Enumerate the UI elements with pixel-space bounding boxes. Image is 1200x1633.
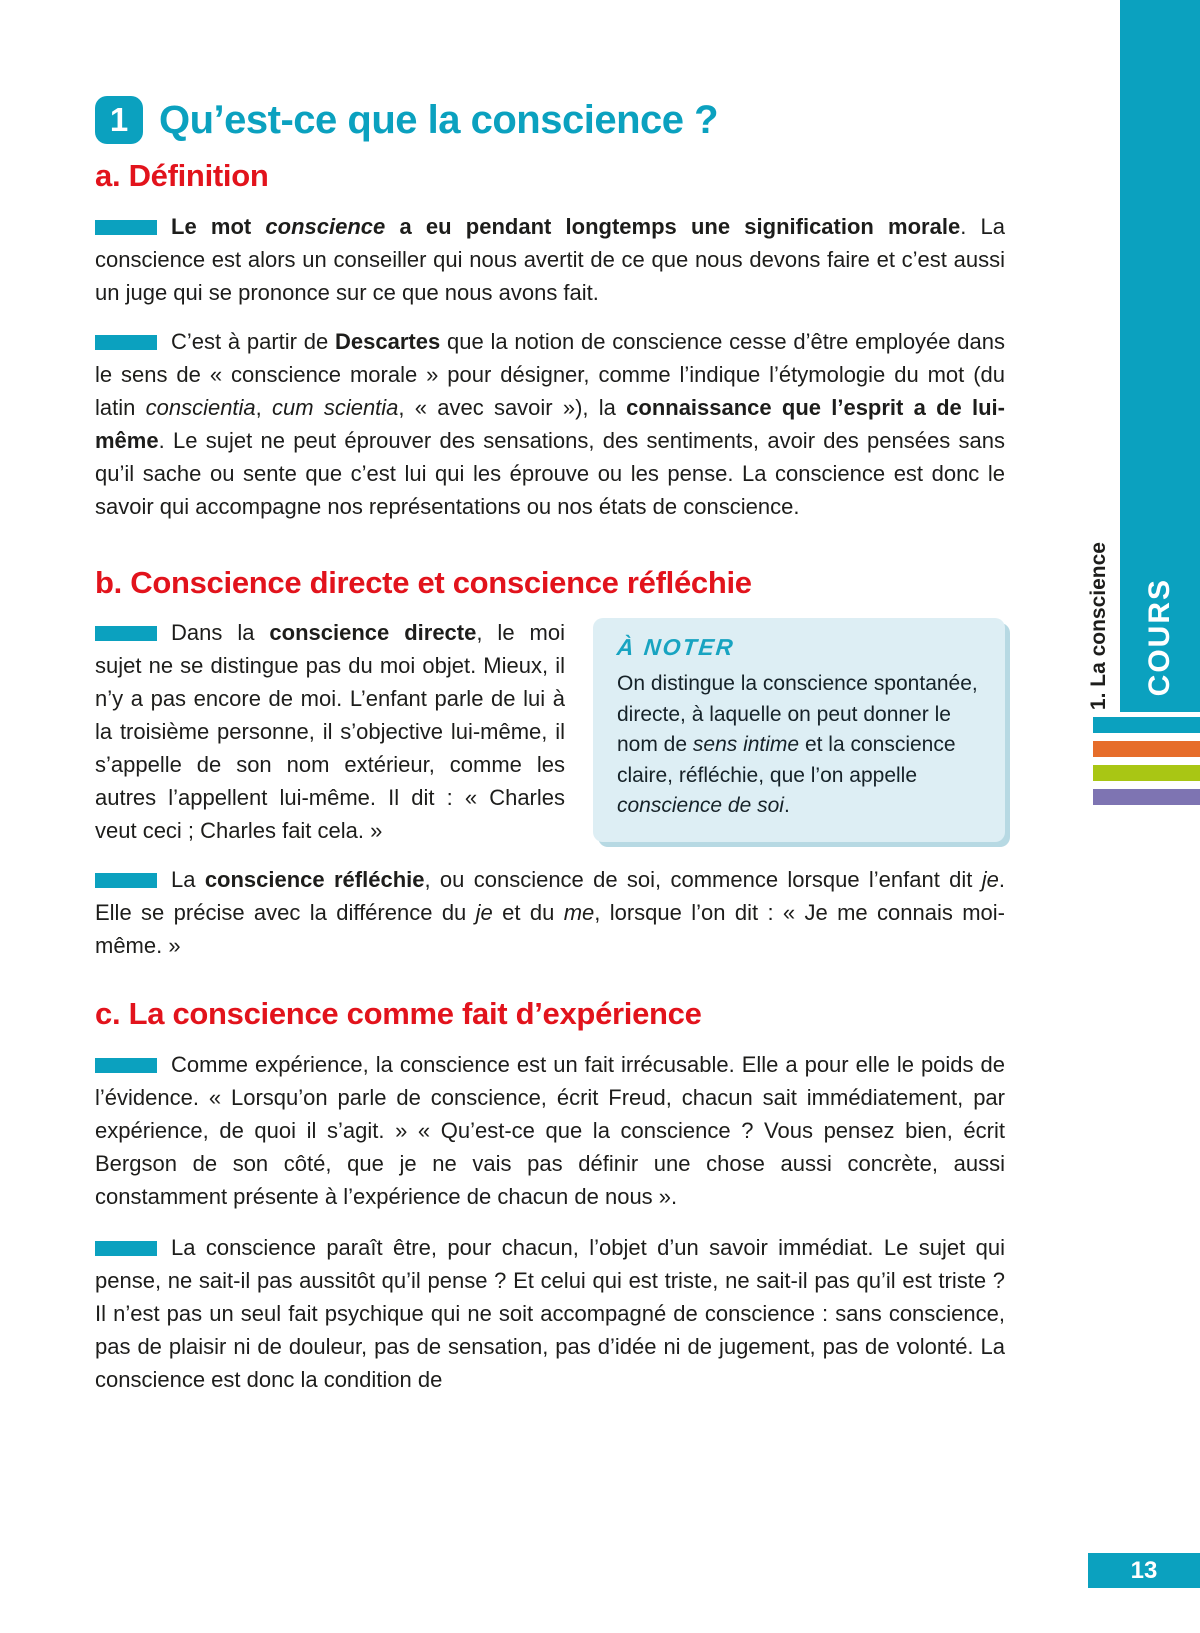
chapter-number: 1 [109,101,129,138]
paragraph-bullet-bar [95,626,157,641]
paragraph-c2-text: La conscience paraît être, pour chacun, l’objet d’un savoir immédiat. Le sujet qui pense, ne sait-il pas aussitôt qu’il pense ? Et celui qui est triste, ne sait-il pas qu’il est triste ? Il n’est pas un seul fait psychique qui ne soit accompagné de conscience : sans conscience, pas de plaisir ni de douleur, pas de sensation, pas d’idée ni de jugement, pas de volonté. La conscience est donc la condition de [95,1234,1005,1392]
chapter-title-row [95,96,1005,144]
paragraph-c1-text: Comme expérience, la conscience est un fait irrécusable. Elle a pour elle le poids de l’évidence. « Lorsqu’on parle de conscience, écrit Freud, chacun sait immédiatement, par expérience, de quoi il s’agit. » « Qu’est-ce que la conscience ? Vous pensez bien, écrit Bergson de son côté, que je ne vais pas définir une chose aussi concrète, aussi constamment présente à l’expérience de chacun de nous ». [95,1051,1005,1209]
chapter-label-wrap [1084,0,1114,710]
sidebar-bar-orange [1093,741,1200,757]
paragraph-a2-text: C’est à partir de Descartes que la notion de conscience cesse d’être employée dans le sens de « conscience morale » pour désigner, comme l’indique l’étymologie du mot (du latin conscientia, cum scientia, « avec savoir »), la connaissance que l’esprit a de lui-même. Le sujet ne peut éprouver des sensations, des sentiments, avoir des pensées sans qu’il sache ou sente que c’est lui qui les éprouve ou les pense. La conscience est donc le savoir qui accompagne nos représentations ou nos états de conscience. [95,328,1005,519]
chapter-label: 1. La conscience [1087,541,1110,710]
section-b-heading: b. Conscience directe et conscience réfléchie [95,564,752,600]
section-a-heading: a. Définition [95,158,269,193]
paragraph-a2 [95,325,1005,523]
paragraph-bullet-bar [95,1241,157,1256]
paragraph-b1 [95,616,565,847]
note-box-label: À NOTER [615,634,736,661]
paragraph-b1-text: Dans la conscience directe, le moi sujet ne se distingue pas du moi objet. Mieux, il n’y a pas encore de moi. L’enfant parle de lui à la troisième personne, il s’objective lui-même, il s’appelle de son nom extérieur, comme les autres l’appellent lui-même. Il dit : « Charles veut ceci ; Charles fait cela. » [95,620,565,844]
sidebar-bar-purple [1093,789,1200,805]
cours-tab-inner [1120,578,1200,696]
section-c-heading: c. La conscience comme fait d’expérience [95,996,702,1032]
paragraph-c1 [95,1048,1005,1213]
section-b-left-column [95,616,565,847]
section-b-columns [95,616,1005,847]
page-number: 13 [1130,1556,1158,1584]
cours-tab [1120,0,1200,712]
paragraph-a1-text: Le mot conscience a eu pendant longtemps une signification morale. La conscience est alors un conseiller qui nous avertit de ce que nous devons faire et c’est aussi un juge qui se prononce sur ce que nous avons fait. [95,213,1005,305]
sidebar-bar-teal [1093,717,1200,733]
paragraph-a1 [95,210,1005,309]
page-title: Qu’est-ce que la conscience ? [159,98,719,142]
note-box-text: On distingue la conscience spontanée, directe, à laquelle on peut donner le nom de sens intime et la conscience claire, réfléchie, que l’on appelle conscience de soi. [617,672,978,818]
paragraph-c2 [95,1231,1005,1396]
paragraph-b2-text: La conscience réfléchie, ou conscience de soi, commence lorsque l’enfant dit je. Elle se précise avec la différence du je et du me, lorsque l’on dit : « Je me connais moi-même. » [95,867,1005,959]
paragraph-bullet-bar [95,1058,157,1073]
note-box [593,618,1005,842]
paragraph-bullet-bar [95,220,157,235]
chapter-number-badge [95,96,143,144]
sidebar-bar-green [1093,765,1200,781]
paragraph-bullet-bar [95,873,157,888]
page-number-box [1088,1553,1200,1588]
cours-tab-label: COURS [1143,577,1176,696]
main-content [95,96,1005,1412]
paragraph-bullet-bar [95,335,157,350]
paragraph-b2 [95,863,1005,962]
